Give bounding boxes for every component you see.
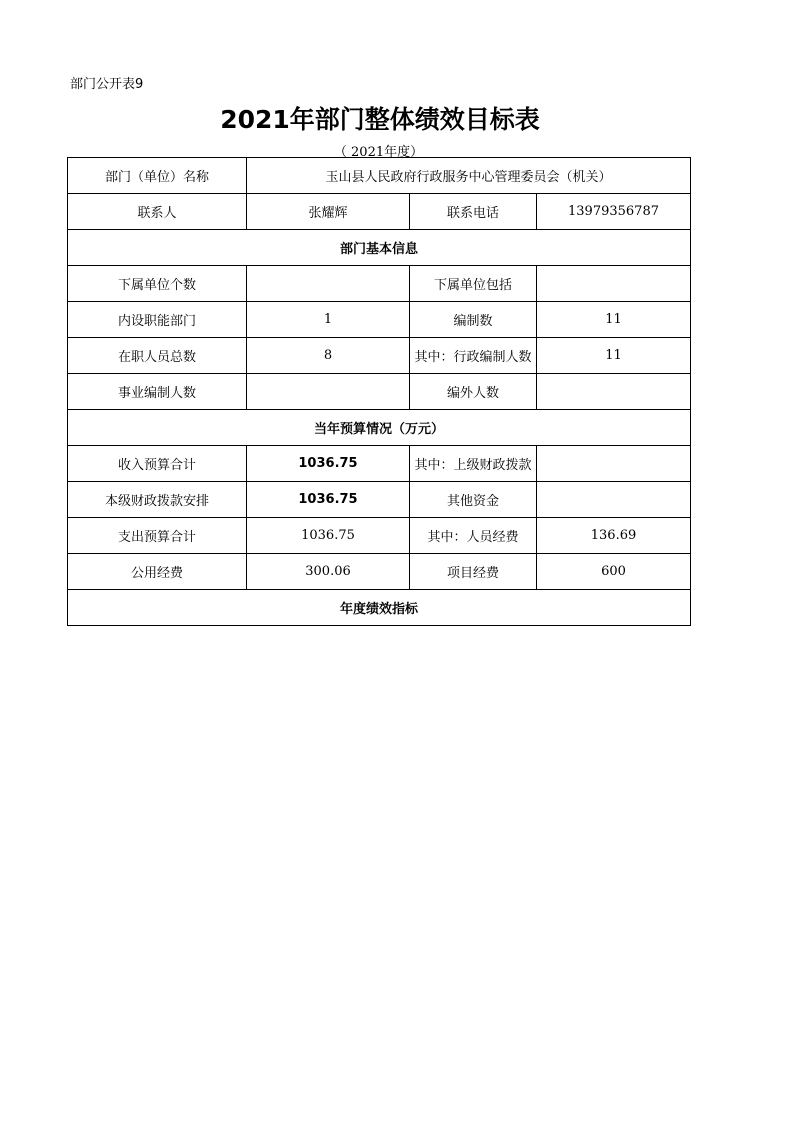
income-total-value: 1036.75 — [247, 446, 410, 482]
phone-label: 联系电话 — [410, 194, 537, 230]
table-row — [68, 590, 691, 626]
extra-staff-value — [537, 374, 691, 410]
internal-depts-label: 内设职能部门 — [68, 302, 247, 338]
local-allocation-value: 1036.75 — [247, 482, 410, 518]
table-row — [68, 194, 691, 230]
table-row — [68, 158, 691, 194]
dept-name-label: 部门（单位）名称 — [68, 158, 247, 194]
total-staff-label: 在职人员总数 — [68, 338, 247, 374]
table-row — [68, 518, 691, 554]
higher-allocation-value — [537, 446, 691, 482]
table-row — [68, 302, 691, 338]
local-allocation-label: 本级财政拨款安排 — [68, 482, 247, 518]
income-total-label: 收入预算合计 — [68, 446, 247, 482]
section-indicators: 年度绩效指标 — [68, 590, 691, 626]
expense-total-label: 支出预算合计 — [68, 518, 247, 554]
total-staff-value: 8 — [247, 338, 410, 374]
admin-staffing-label: 其中：行政编制人数 — [410, 338, 537, 374]
career-staffing-value — [247, 374, 410, 410]
sub-units-include-label: 下属单位包括 — [410, 266, 537, 302]
public-cost-label: 公用经费 — [68, 554, 247, 590]
contact-label: 联系人 — [68, 194, 247, 230]
section-basic-info: 部门基本信息 — [68, 230, 691, 266]
table-row — [68, 338, 691, 374]
contact-value: 张耀辉 — [247, 194, 410, 230]
higher-allocation-label: 其中：上级财政拨款 — [410, 446, 537, 482]
dept-name-value: 玉山县人民政府行政服务中心管理委员会（机关） — [247, 158, 691, 194]
project-cost-value: 600 — [537, 554, 691, 590]
staffing-value: 11 — [537, 302, 691, 338]
internal-depts-value: 1 — [247, 302, 410, 338]
performance-table — [67, 157, 691, 626]
personnel-cost-value: 136.69 — [537, 518, 691, 554]
table-row — [68, 554, 691, 590]
other-funds-label: 其他资金 — [410, 482, 537, 518]
table-row — [68, 266, 691, 302]
public-cost-value: 300.06 — [247, 554, 410, 590]
table-row — [68, 374, 691, 410]
table-row — [68, 410, 691, 446]
sub-units-count-value — [247, 266, 410, 302]
other-funds-value — [537, 482, 691, 518]
page-title: 2021年部门整体绩效目标表 — [220, 105, 540, 134]
sub-units-count-label: 下属单位个数 — [68, 266, 247, 302]
table-row — [68, 446, 691, 482]
extra-staff-label: 编外人数 — [410, 374, 537, 410]
page-subtitle: （ 2021年度） — [333, 145, 424, 160]
table-row — [68, 482, 691, 518]
admin-staffing-value: 11 — [537, 338, 691, 374]
document-label: 部门公开表9 — [70, 77, 144, 92]
sub-units-include-value — [537, 266, 691, 302]
expense-total-value: 1036.75 — [247, 518, 410, 554]
project-cost-label: 项目经费 — [410, 554, 537, 590]
staffing-label: 编制数 — [410, 302, 537, 338]
career-staffing-label: 事业编制人数 — [68, 374, 247, 410]
phone-value: 13979356787 — [537, 194, 691, 230]
section-budget: 当年预算情况（万元） — [68, 410, 691, 446]
table-row — [68, 230, 691, 266]
personnel-cost-label: 其中：人员经费 — [410, 518, 537, 554]
